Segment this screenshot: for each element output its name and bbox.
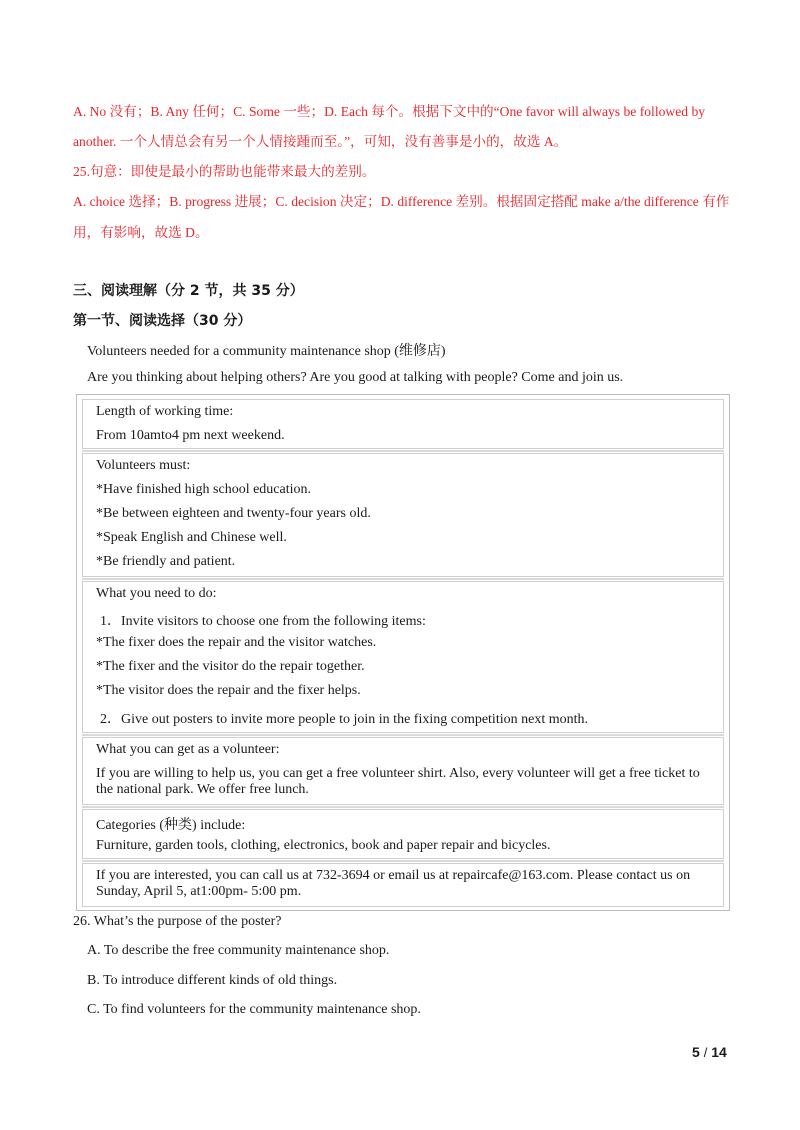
passage-intro: Are you thinking about helping others? Are you good at talking with people? Come and join us. [87,370,624,385]
requirement-item: *Be friendly and patient. [96,554,236,569]
working-time-label: Length of working time: [96,404,234,419]
poster-section-contact [82,863,724,907]
question-option-c: C. To find volunteers for the community maintenance shop. [87,1002,421,1017]
duty-item: *The visitor does the repair and the fixer helps. [96,683,361,698]
answer-explanation-24-options: A. No 没有；B. Any 任何；C. Some 一些；D. Each 每个。根据下文中的“One favor will always be followed by [73,104,706,119]
poster-section-benefits [82,737,724,805]
poster-divider [82,734,724,736]
duty-item: 2．Give out posters to invite more people to join in the fixing competition next month. [100,712,588,727]
question-option-b: B. To introduce different kinds of old things. [87,973,338,988]
poster-divider [82,860,724,862]
section-title: 三、阅读理解（分 2 节，共 35 分） [73,283,304,299]
categories-text: Furniture, garden tools, clothing, electronics, book and paper repair and bicycles. [96,838,551,853]
requirement-item: *Be between eighteen and twenty-four years old. [96,506,371,521]
passage-title: Volunteers needed for a community maintenance shop (维修店) [87,344,446,359]
volunteer-poster [76,394,730,911]
categories-label: Categories (种类) include: [96,818,246,833]
poster-section-duties [82,581,724,733]
poster-divider [82,806,724,808]
page-current: 5 [692,1044,700,1060]
poster-section-working-time [82,399,724,449]
requirement-item: *Have finished high school education. [96,482,312,497]
contact-text: If you are interested, you can call us at 732-3694 or email us at repaircafe@163.com. Please contact us on Sunday, April 5, at1:00pm- 5:00 pm. [96,868,691,899]
answer-explanation-25-meaning: 25.句意：即使是最小的帮助也能带来最大的差别。 [73,164,376,179]
answer-explanation-25-options: A. choice 选择；B. progress 进展；C. decision 决定；D. difference 差别。根据固定搭配 make a/the difference 有作 [73,194,730,209]
requirements-label: Volunteers must: [96,458,191,473]
answer-explanation-25-conclusion: 用，有影响，故选 D。 [73,225,209,240]
poster-section-categories [82,809,724,859]
poster-section-requirements [82,453,724,577]
duty-item: *The fixer and the visitor do the repair together. [96,659,365,674]
benefits-label: What you can get as a volunteer: [96,742,280,757]
question-stem: 26. What’s the purpose of the poster? [73,914,282,929]
poster-divider [82,450,724,452]
poster-divider [82,578,724,580]
page-separator: / [703,1045,708,1060]
page-total: 14 [711,1044,727,1060]
duty-item: *The fixer does the repair and the visitor watches. [96,635,377,650]
working-time-value: From 10amto4 pm next weekend. [96,428,285,443]
benefits-text: If you are willing to help us, you can get a free volunteer shirt. Also, every volunteer will get a free ticket to the national park. We offer free lunch. [96,766,700,797]
page-number [692,1044,727,1060]
duties-label: What you need to do: [96,586,217,601]
requirement-item: *Speak English and Chinese well. [96,530,287,545]
duty-item: 1．Invite visitors to choose one from the following items: [100,614,426,629]
section-subtitle: 第一节、阅读选择（30 分） [73,313,252,329]
question-option-a: A. To describe the free community maintenance shop. [87,943,390,958]
answer-explanation-24-reason: another. 一个人情总会有另一个人情接踵而至。”，可知，没有善事是小的，故选 A。 [73,134,568,149]
